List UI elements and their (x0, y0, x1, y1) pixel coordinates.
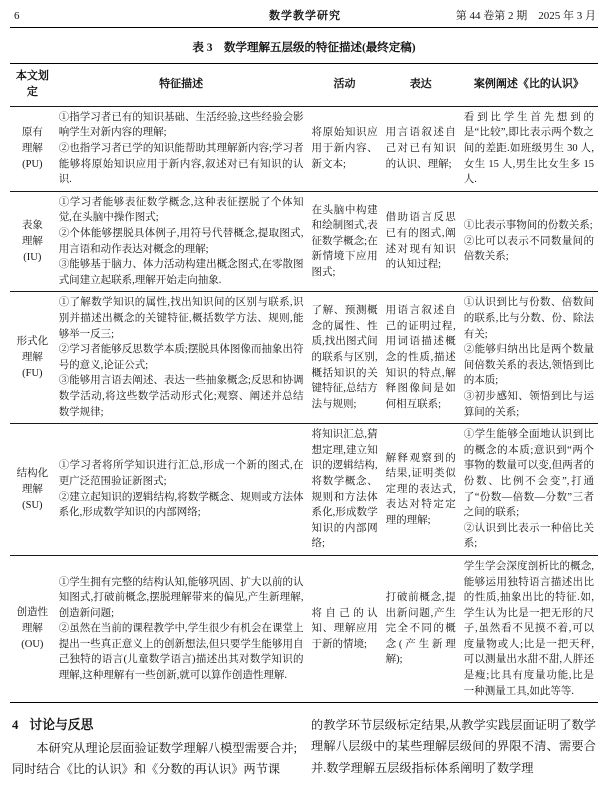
features-cell-text: ①指学习者已有的知识基础、生活经验,这些经验会影响学生对新内容的理解; (58, 111, 304, 139)
expression-cell-text: 用语言叙述自己的证明过程,用词语描述概念的性质,描述知识的特点,解释图像间是如何相互联系; (385, 305, 456, 410)
activity-cell (308, 424, 382, 556)
level-cell (10, 424, 55, 556)
level-cell-text: (OU) (21, 639, 44, 651)
level-cell-text: (FU) (22, 367, 43, 379)
case-cell-text: ②比可以表示不同数量间的倍数关系; (463, 235, 594, 263)
features-cell-text: ①学习者将所学知识进行汇总,形成一个新的图式,在更广泛范围验证新图式; (58, 460, 304, 487)
features-cell (55, 106, 308, 191)
features-cell-text: ②虽然在当前的课程教学中,学生很少有机会在课堂上提出一些真正意义上的创新想法,但只要学生能够用自己独特的语言(儿童数学语言)描述出其对数学知识的理解,这种理解有一些创新,就可以算作创造性理解. (58, 623, 304, 682)
case-cell-text: ①认识到比与份数、倍数间的联系,比与分数、份、除法有关; (463, 297, 594, 340)
features-cell-text: ②也指学习者已学的知识能帮助其理解新内容;学习者能够将原始知识应用于新内容,叙述对已有知识的认识. (58, 143, 304, 186)
level-cell-text: 形式化 (16, 335, 49, 347)
level-cell-text: (IU) (23, 251, 42, 263)
discussion-paragraph-right: 的教学环节层级标定结果,从教学实践层面证明了数学理解八层级中的某些理解层级间的界限不清、需要合并.数学理解五层级指标体系阐明了数学理 (311, 718, 596, 775)
case-cell-text: ①学生能够全面地认识到比的概念的本质;意识到“两个事物的数量可以变,但两者的份数、比例不会变”,打通了“份数—倍数—分数”三者之间的联系; (463, 429, 594, 519)
case-cell (460, 106, 598, 191)
level-cell (10, 292, 55, 424)
expression-cell-text: 解释观察到的结果,证明类似定理的表达式,表达对特定定理的理解; (385, 452, 456, 526)
level-cell-text: 理解 (21, 142, 43, 154)
issue-info: 第 44 卷第 2 期 2025 年 3 月 (455, 10, 596, 22)
table-header-row (10, 64, 598, 107)
level-cell (10, 106, 55, 191)
features-cell (55, 292, 308, 424)
discussion-section (10, 715, 598, 780)
level-cell (10, 555, 55, 702)
discussion-right-column (311, 715, 596, 780)
column-header-features: 特征描述 (55, 64, 308, 107)
features-cell-text: ②个体能够摆脱具体例子,用符号代替概念,提取图式,用言语和动作表达对概念的理解; (58, 228, 304, 255)
features-cell-text: ①了解数学知识的属性,找出知识间的区别与联系,识别并描述出概念的关键特征,概括数学方法、规则,能够举一反三; (58, 297, 304, 340)
activity-cell-text: 将知识汇总,猜想定理,建立知识的逻辑结构,将数学概念、规则和方法体系化,形成数学知识的内部网络; (311, 429, 378, 550)
activity-cell (308, 555, 382, 702)
expression-cell (382, 424, 460, 556)
case-cell-text: 看到比学生首先想到的是“比较”,即比表示两个数之间的差距.如班级男生 30 人,女生 15 人,男生比女生多 15 人. (463, 111, 594, 186)
level-cell-text: (SU) (22, 499, 43, 511)
expression-cell (382, 106, 460, 191)
column-header-level: 本文划定 (10, 64, 55, 107)
feature-table (10, 63, 598, 703)
activity-cell-text: 在头脑中构建和绘制图式,表征数学概念;在新情境下应用图式; (311, 204, 378, 279)
features-cell (55, 555, 308, 702)
expression-cell (382, 191, 460, 292)
discussion-left-column (12, 715, 297, 780)
level-cell-text: 理解 (21, 623, 43, 635)
case-cell-text: ②认识到比表示一种倍比关系; (463, 522, 594, 550)
column-header-activity: 活动 (308, 64, 382, 107)
level-cell-text: 理解 (21, 351, 43, 363)
features-cell-text: ②学习者能够反思数学本质;摆脱具体图像而抽象出符号的意义,论证公式; (58, 344, 304, 371)
table-body (10, 106, 598, 702)
level-cell-text: 创造性 (16, 607, 49, 619)
table-row (10, 292, 598, 424)
level-cell-text: 表象 (21, 219, 43, 231)
page-number: 6 (14, 10, 20, 22)
expression-cell (382, 555, 460, 702)
features-cell-text: ①学生拥有完整的结构认知,能够巩固、扩大以前的认知图式,打破前概念,摆脱理解带来的偏见,产生新理解,创造新问题; (58, 576, 304, 619)
level-cell-text: 理解 (21, 483, 43, 495)
table-row (10, 106, 598, 191)
activity-cell (308, 191, 382, 292)
activity-cell-text: 了解、预测概念的属性、性质,找出图式间的联系与区别,概括知识的关键特征,总结方法与规则; (311, 305, 378, 410)
activity-cell-text: 将自己的认知、理解应用于新的情境; (311, 607, 378, 650)
level-cell-text: (PU) (22, 158, 43, 170)
column-header-expression: 表达 (382, 64, 460, 107)
section-heading (12, 715, 297, 736)
features-cell-text: ③能够基于脑力、体力活动构建出概念图式,在零散图式间建立起联系,理解开始走向抽象. (58, 259, 304, 286)
case-cell (460, 191, 598, 292)
activity-cell (308, 106, 382, 191)
expression-cell (382, 292, 460, 424)
features-cell (55, 191, 308, 292)
journal-title: 数学教学研究 (269, 10, 341, 22)
case-cell (460, 292, 598, 424)
case-cell-text: ③初步感知、领悟到比与运算间的关系; (463, 390, 594, 418)
case-cell (460, 555, 598, 702)
activity-cell (308, 292, 382, 424)
table-row (10, 555, 598, 702)
case-cell-text: 学生学会深度剖析比的概念,能够运用独特语言描述出比的性质,抽象出比的特征.如,学生认为比是一把无形的尺子,虽然看不见摸不着,可以度量物或人;比是一把天秤,可以测量出水甜不甜,人胖还是瘦;比具有度量功能,比是一种测量工具,如此等等. (463, 560, 594, 697)
discussion-paragraph-left: 本研究从理论层面验证数学理解八模型需要合并;同时结合《比的认识》和《分数的再认识》两节课 (12, 741, 297, 777)
expression-cell-text: 用言语叙述自己对已有知识的认识、理解; (385, 127, 456, 170)
features-cell (55, 424, 308, 556)
level-cell-text: 原有 (21, 126, 43, 138)
case-cell-text: ②能够归纳出比是两个数量间倍数关系的表达,领悟到比的本质; (463, 344, 594, 387)
expression-cell-text: 借助语言反思已有的图式,阐述对现有知识的认知过程; (385, 212, 456, 271)
case-cell (460, 424, 598, 556)
case-cell-text: ①比表示事物间的份数关系; (463, 220, 593, 232)
table-row (10, 424, 598, 556)
features-cell-text: ①学习者能够表征数学概念,这种表征摆脱了个体知觉,在头脑中操作图式; (58, 196, 304, 224)
features-cell-text: ②建立起知识的逻辑结构,将数学概念、规则或方法体系化,形成数学知识的内部网络; (58, 491, 304, 519)
column-header-case: 案例阐述《比的认识》 (460, 64, 598, 107)
running-header (10, 5, 598, 23)
section-number: 4 (12, 718, 19, 733)
section-heading-text: 讨论与反思 (29, 718, 94, 733)
table-row (10, 191, 598, 292)
features-cell-text: ③能够用言语去阐述、表达一些抽象概念;反思和协调数学活动,将这些数学活动形式化;观察、阐述并总结数学规律; (58, 375, 304, 418)
table-title: 表 3 数学理解五层级的特征描述(最终定稿) (192, 42, 416, 54)
header-rule (10, 27, 598, 28)
level-cell (10, 191, 55, 292)
level-cell-text: 结构化 (16, 467, 49, 479)
expression-cell-text: 打破前概念,提出新问题,产生完全不同的概念(产生新理解); (385, 592, 456, 666)
level-cell-text: 理解 (21, 235, 43, 247)
activity-cell-text: 将原始知识应用于新内容、新文本; (311, 127, 378, 170)
